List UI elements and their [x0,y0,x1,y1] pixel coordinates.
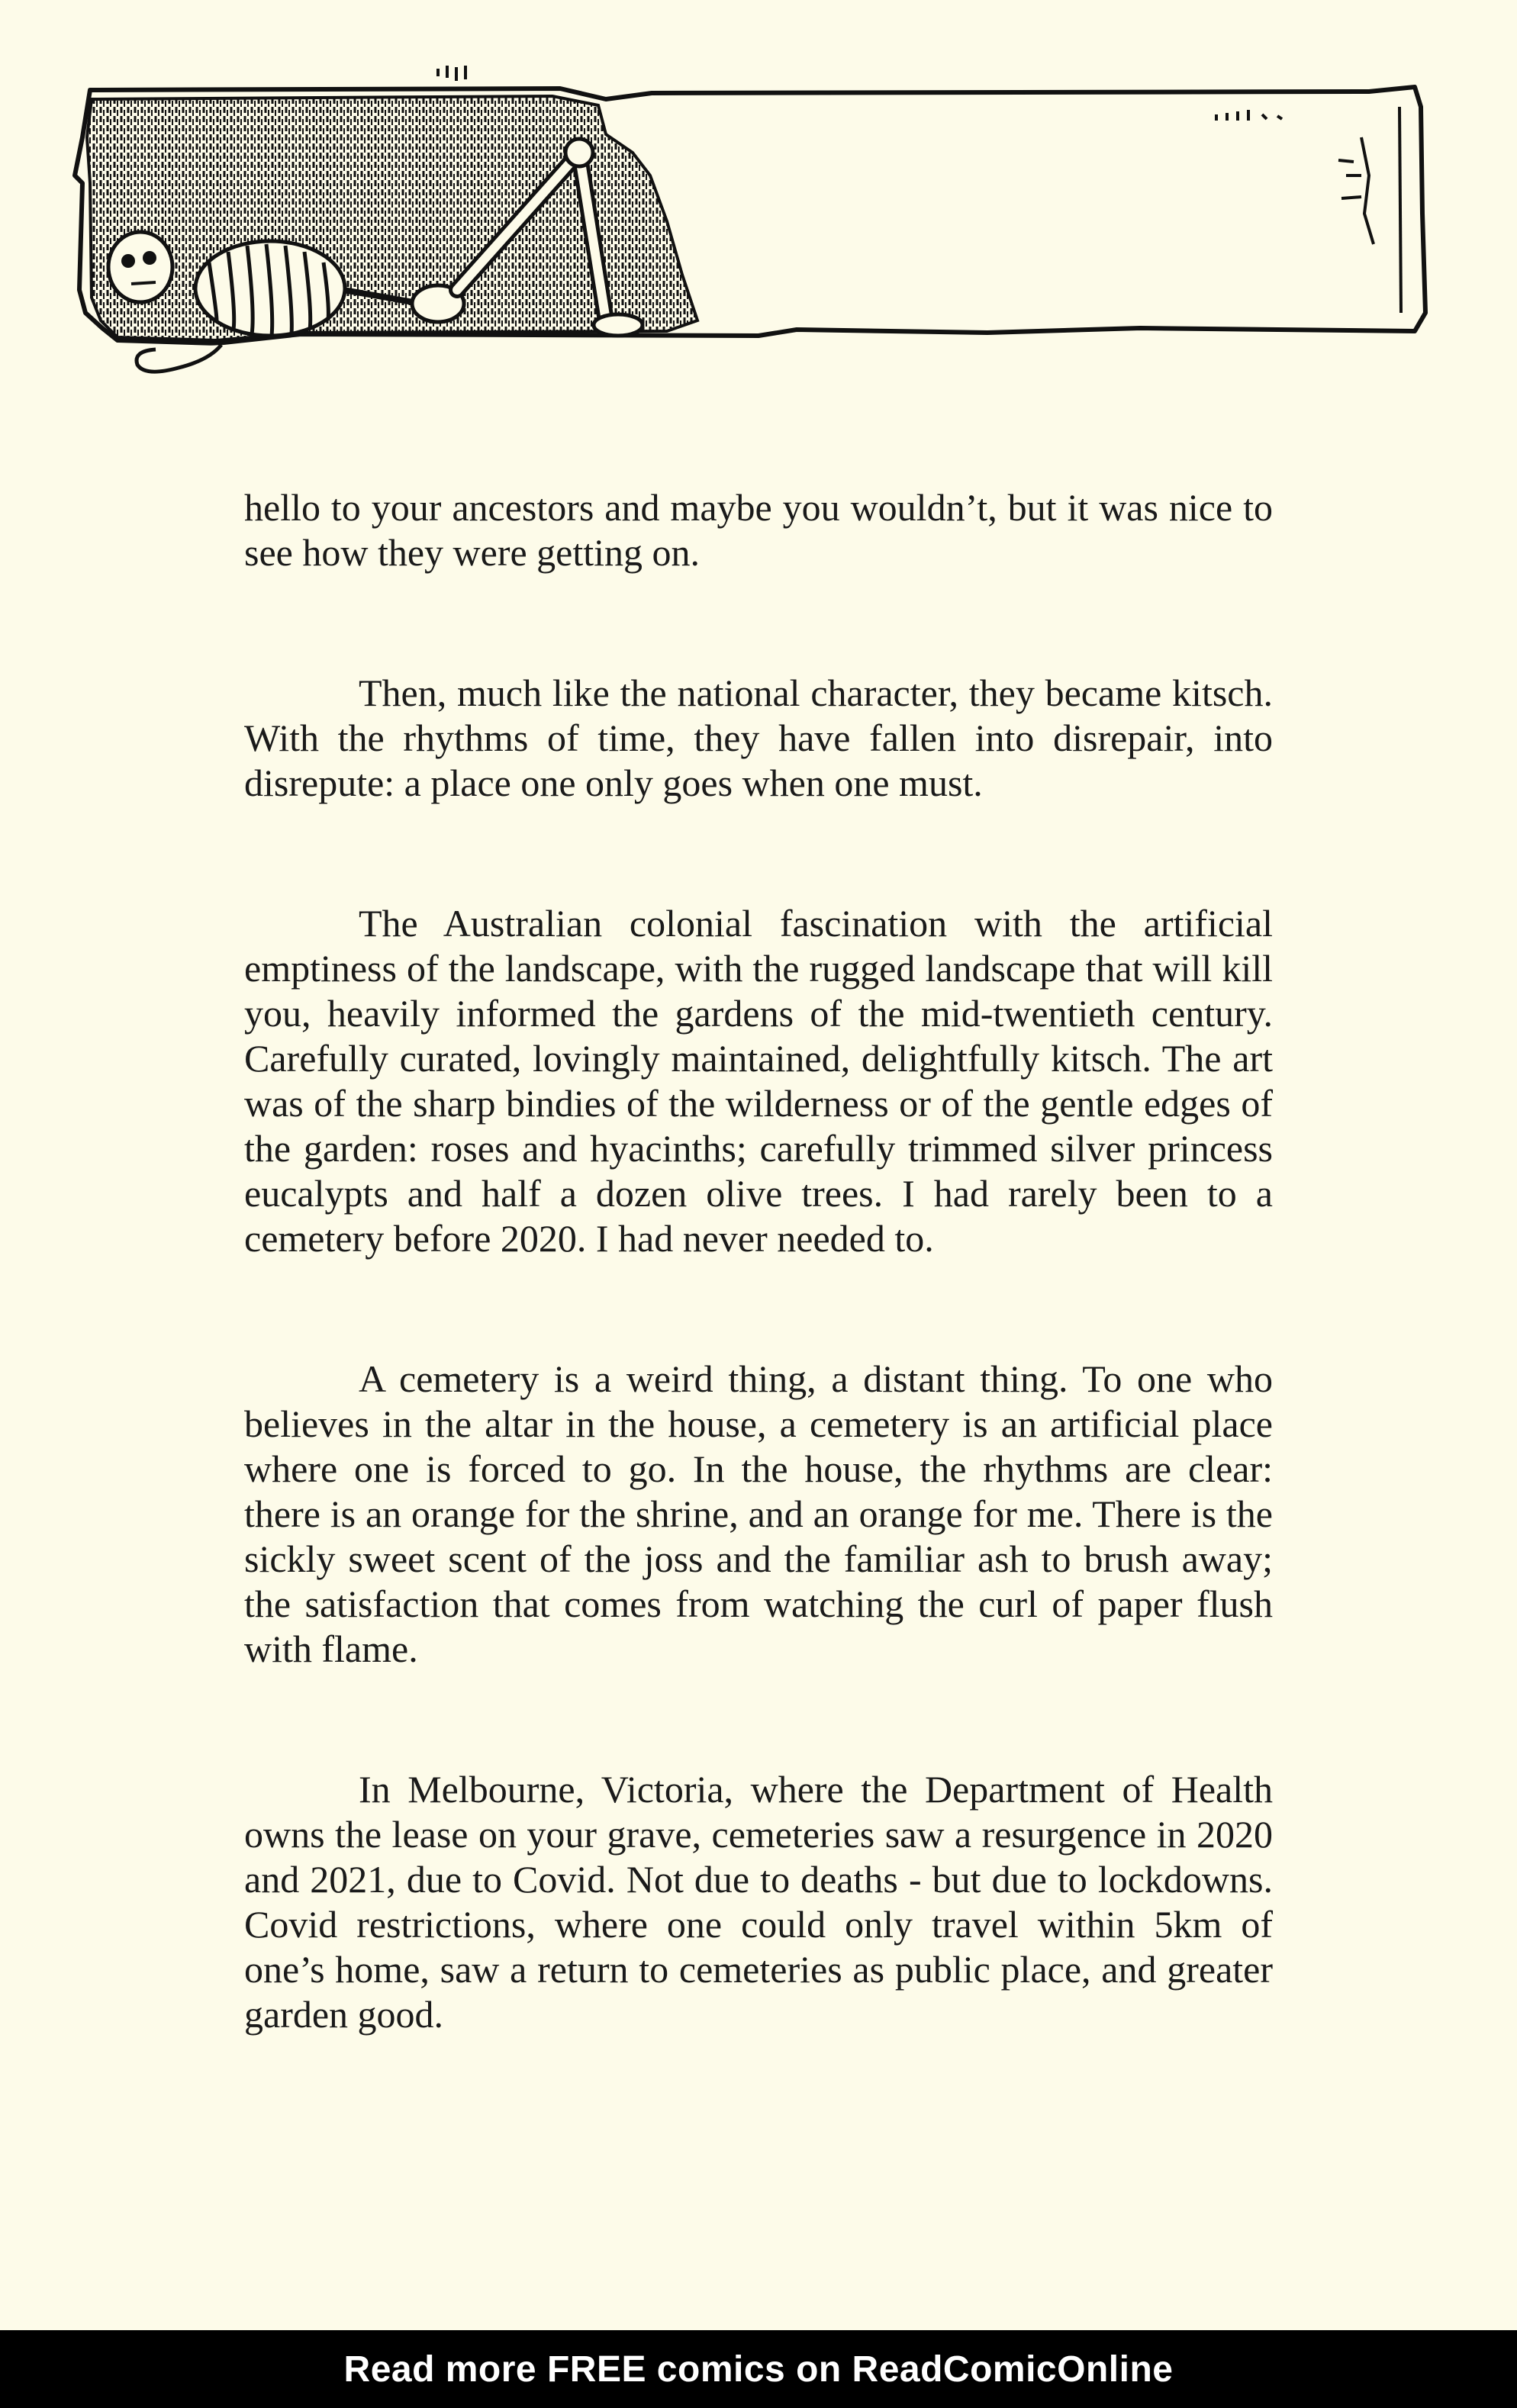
paragraph-5: In Melbourne, Victoria, where the Department of Health owns the lease on your grave, cemeteries saw a resurgence in 2020 and 2021, due to Covid. Not due to deaths - but due to lockdowns. Covid restrictions, where one could only travel within 5km of one’s home, saw a return to cemeteries as public place, and greater garden good. [244,1768,1273,2036]
page-text [244,485,1273,2037]
read-more-link[interactable]: Read more FREE comics on ReadComicOnline [343,2348,1174,2390]
paragraph-4: A cemetery is a weird thing, a distant thing. To one who believes in the altar in the house, a cemetery is an artificial place where one is forced to go. In the house, the rhythms are clear: there is an orange for the shrine, and an orange for me. There is the sickly sweet scent of the joss and the familiar ash to brush away; the satisfaction that comes from watching the curl of paper flush with flame. [244,1357,1273,1670]
skull-icon [108,232,172,302]
footer-banner [0,2330,1517,2408]
skeleton-tomb-illustration [72,61,1438,381]
paragraph-2: Then, much like the national character, they became kitsch. With the rhythms of time, they have fallen into disrepair, into disrepute: a place one only goes when one must. [244,671,1273,804]
ribcage-icon [195,241,345,336]
scroll-curl [137,345,221,372]
paragraph-1: hello to your ancestors and maybe you wouldn’t, but it was nice to see how they were getting on. [244,486,1273,574]
paragraph-3: The Australian colonial fascination with the artificial emptiness of the landscape, with the rugged landscape that will kill you, heavily informed the gardens of the mid-twentieth century. Carefully curated, lovingly maintained, delightfully kitsch. The art was of the sharp bindies of the wilderness or of the gentle edges of the garden: roses and hyacinths; carefully trimmed silver princess eucalypts and half a dozen olive trees. I had rarely been to a cemetery before 2020. I had never needed to. [244,902,1273,1260]
